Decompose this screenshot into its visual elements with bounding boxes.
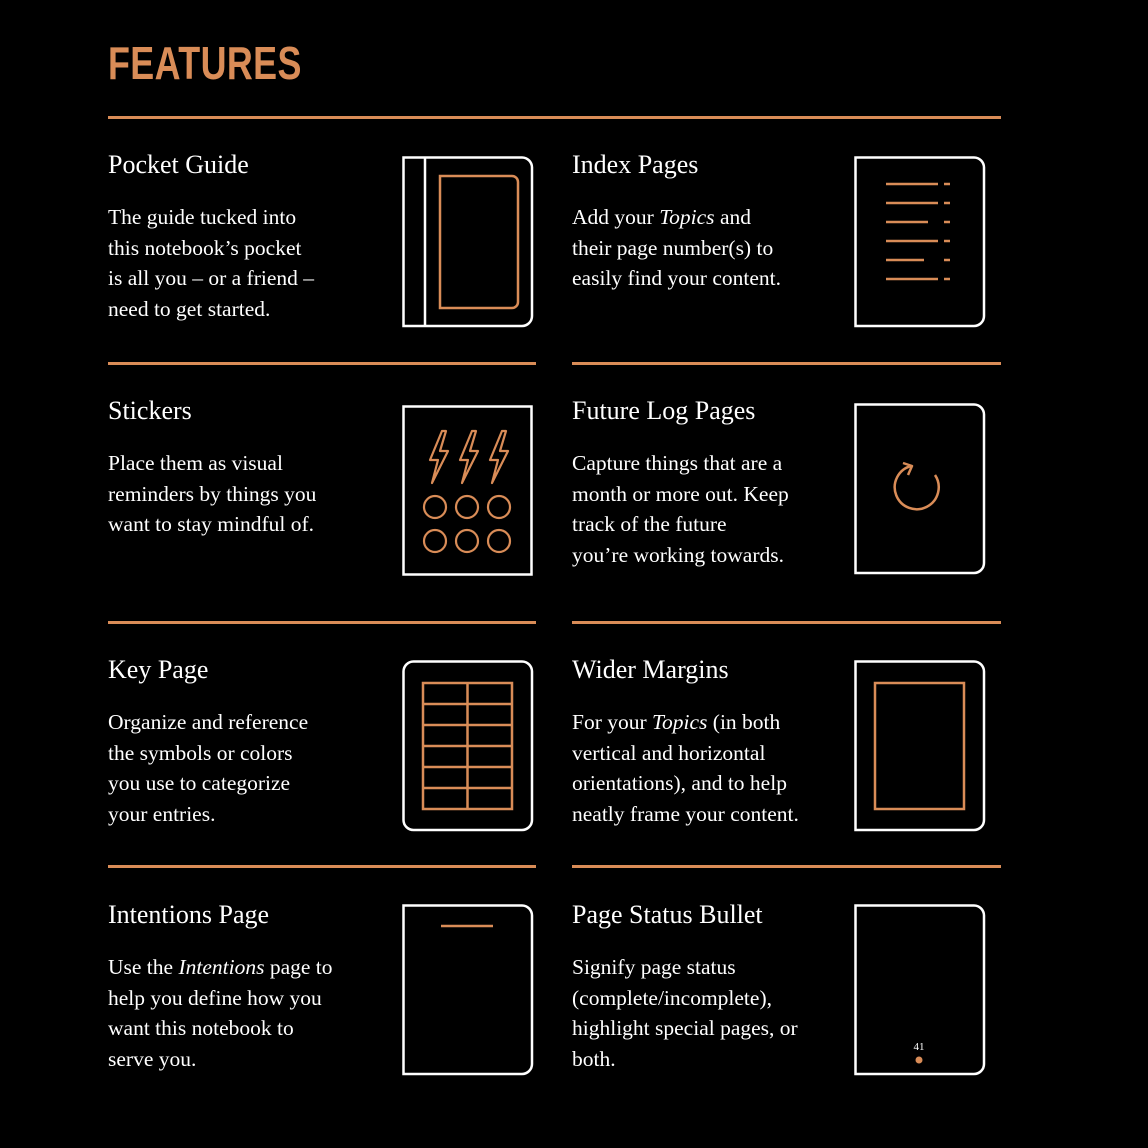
feature-description: Capture things that are a month or more out. Keep track of the future you’re working towards. bbox=[572, 451, 789, 567]
feature-description: Place them as visual reminders by things you want to stay mindful of. bbox=[108, 451, 317, 536]
divider-left-1 bbox=[108, 362, 536, 365]
feature-title: Wider Margins bbox=[572, 655, 729, 684]
divider-right-1 bbox=[572, 362, 1001, 365]
intentions-page-icon bbox=[402, 904, 534, 1076]
divider-left-2 bbox=[108, 621, 536, 624]
feature-description: The guide tucked into this notebook’s pocket is all you – or a friend – need to get started. bbox=[108, 205, 314, 321]
feature-title: Key Page bbox=[108, 655, 209, 684]
feature-wider-margins bbox=[572, 655, 872, 829]
status-bullet-icon bbox=[854, 904, 986, 1076]
page-number: 41 bbox=[913, 1041, 925, 1053]
divider-top bbox=[108, 116, 1001, 119]
feature-title: Index Pages bbox=[572, 150, 699, 179]
refresh-arrow-icon bbox=[854, 403, 986, 575]
feature-title: Stickers bbox=[108, 396, 192, 425]
status-bullet-dot bbox=[916, 1057, 923, 1064]
feature-title: Page Status Bullet bbox=[572, 900, 763, 929]
divider-left-3 bbox=[108, 865, 536, 868]
feature-description: Use the Intentions page to help you define how you want this notebook to serve you. bbox=[108, 955, 333, 1071]
feature-key-page bbox=[108, 655, 408, 829]
feature-description: Add your Topics and their page number(s) to easily find your content. bbox=[572, 205, 781, 290]
feature-future-log-pages bbox=[572, 396, 872, 570]
feature-intentions-page bbox=[108, 900, 408, 1074]
page-title: FEATURES bbox=[108, 37, 302, 89]
feature-index-pages bbox=[572, 150, 872, 294]
feature-description: Signify page status (complete/incomplete), highlight special pages, or both. bbox=[572, 955, 798, 1071]
feature-title: Intentions Page bbox=[108, 900, 270, 929]
feature-title: Pocket Guide bbox=[108, 150, 249, 179]
divider-right-3 bbox=[572, 865, 1001, 868]
stickers-sheet-icon bbox=[402, 405, 534, 577]
index-list-icon bbox=[854, 156, 986, 328]
feature-stickers bbox=[108, 396, 408, 540]
key-grid-icon bbox=[402, 660, 534, 832]
feature-pocket-guide bbox=[108, 150, 408, 324]
feature-title: Future Log Pages bbox=[572, 396, 756, 425]
feature-page-status-bullet bbox=[572, 900, 872, 1074]
feature-description: Organize and reference the symbols or colors you use to categorize your entries. bbox=[108, 710, 309, 826]
divider-right-2 bbox=[572, 621, 1001, 624]
margins-frame-icon bbox=[854, 660, 986, 832]
feature-description: For your Topics (in both vertical and horizontal orientations), and to help neatly frame your content. bbox=[572, 710, 799, 826]
notebook-pocket-icon bbox=[402, 156, 534, 328]
